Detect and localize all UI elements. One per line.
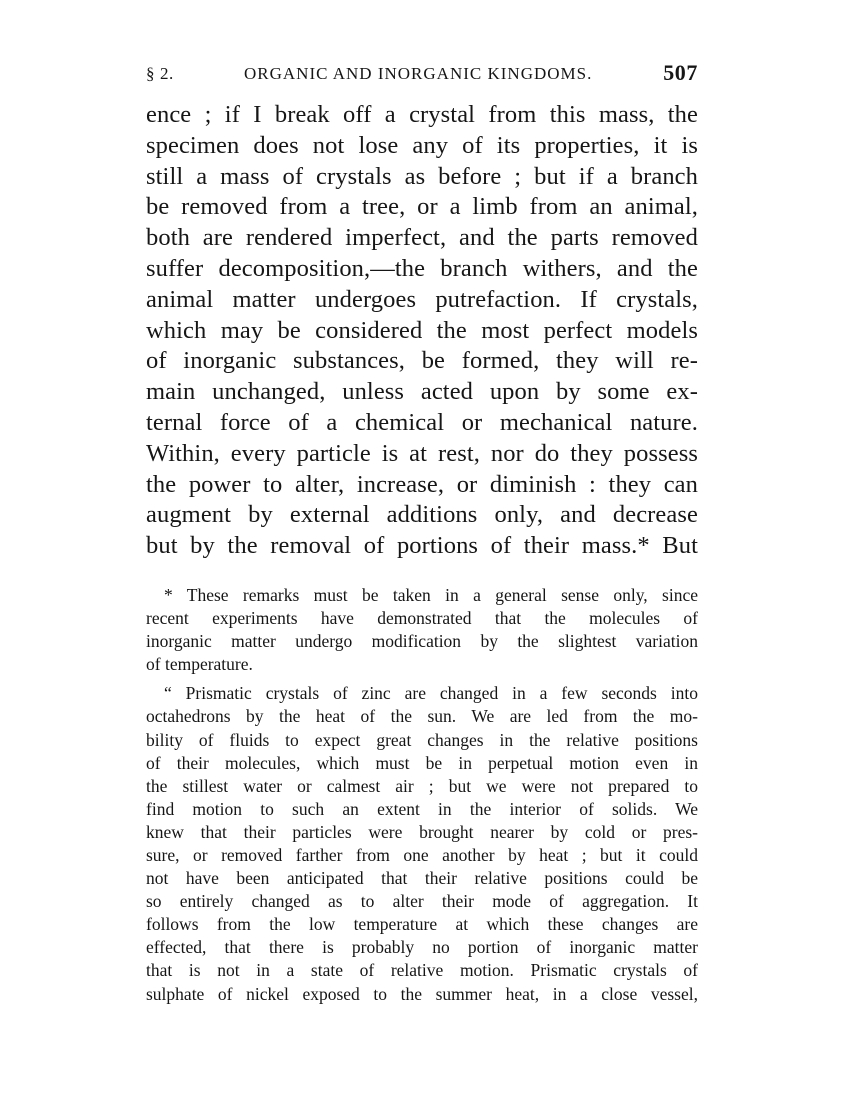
body-line: of inorganic substances, be formed, they will re- <box>146 347 698 375</box>
body-line: still a mass of crystals as before ; but if a branch <box>146 162 698 190</box>
body-text <box>146 100 698 562</box>
footnote-line: * These remarks must be taken in a general sense only, since <box>164 584 698 605</box>
footnote-line: follows from the low temperature at which these changes are <box>146 914 698 935</box>
footnote-line: find motion to such an extent in the interior of solids. We <box>146 798 698 819</box>
section-number: § 2. <box>146 64 174 83</box>
body-line: ternal force of a chemical or mechanical nature. <box>146 408 698 436</box>
body-line: augment by external additions only, and decrease <box>146 501 698 529</box>
footnote-line: bility of fluids to expect great changes in the relative positions <box>146 729 698 750</box>
footnote-line: the stillest water or calmest air ; but we were not prepared to <box>146 775 698 796</box>
footnote-1 <box>146 584 698 676</box>
body-line: suffer decomposition,—the branch withers, and the <box>146 254 698 282</box>
body-line: both are rendered imperfect, and the parts removed <box>146 224 698 252</box>
running-head <box>146 60 698 94</box>
footnote-2 <box>146 682 698 1005</box>
page-number: 507 <box>663 60 698 85</box>
footnote-line: sure, or removed farther from one another by heat ; but it could <box>146 844 698 865</box>
running-title: ORGANIC AND INORGANIC KINGDOMS. <box>244 64 593 83</box>
body-line: the power to alter, increase, or diminish : they can <box>146 470 698 498</box>
footnotes <box>146 584 698 1006</box>
footnote-line: “ Prismatic crystals of zinc are changed in a few seconds into <box>164 683 698 704</box>
footnote-line: that is not in a state of relative motion. Prismatic crystals of <box>146 960 698 981</box>
footnote-line: knew that their particles were brought nearer by cold or pres- <box>146 821 698 842</box>
body-line: Within, every particle is at rest, nor do they possess <box>146 439 698 467</box>
footnote-line: effected, that there is probably no portion of inorganic matter <box>146 937 698 958</box>
footnote-line: sulphate of nickel exposed to the summer heat, in a close vessel, <box>146 983 698 1004</box>
body-line: main unchanged, unless acted upon by some ex- <box>146 378 698 406</box>
footnote-line: recent experiments have demonstrated that the molecules of <box>146 608 698 629</box>
body-line: but by the removal of portions of their mass.* But <box>146 532 698 560</box>
body-line: be removed from a tree, or a limb from an animal, <box>146 193 698 221</box>
body-line: specimen does not lose any of its properties, it is <box>146 131 698 159</box>
footnote-line: of temperature. <box>146 654 253 675</box>
footnote-line: of their molecules, which must be in perpetual motion even in <box>146 752 698 773</box>
footnote-line: inorganic matter undergo modification by the slightest variation <box>146 631 698 652</box>
body-line: which may be considered the most perfect models <box>146 316 698 344</box>
book-page <box>146 60 698 1006</box>
footnote-line: so entirely changed as to alter their mode of aggregation. It <box>146 891 698 912</box>
footnote-line: not have been anticipated that their relative positions could be <box>146 868 698 889</box>
body-line: ence ; if I break off a crystal from this mass, the <box>146 101 698 128</box>
body-line: animal matter undergoes putrefaction. If crystals, <box>146 285 698 313</box>
footnote-line: octahedrons by the heat of the sun. We are led from the mo- <box>146 706 698 727</box>
